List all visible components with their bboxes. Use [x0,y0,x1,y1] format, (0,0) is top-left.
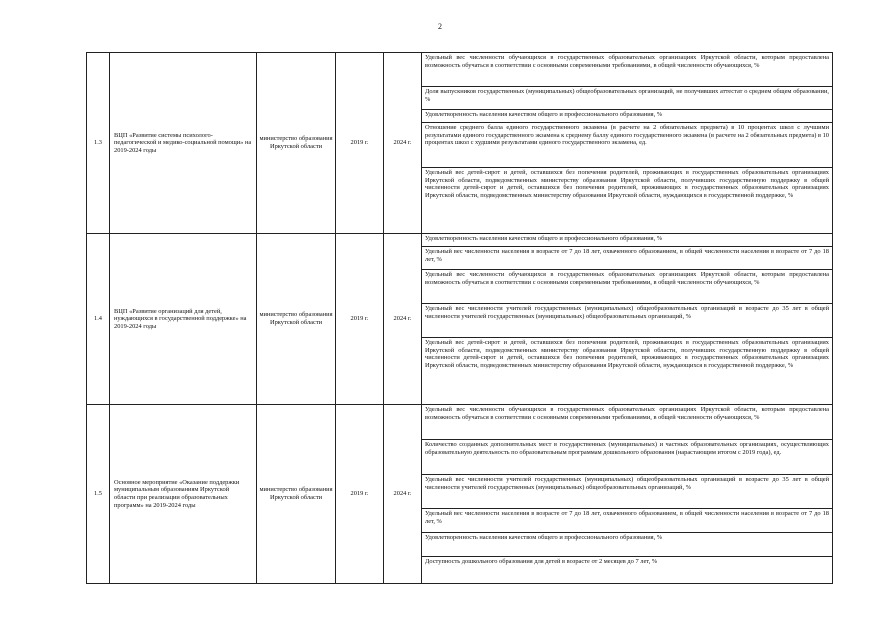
executor: министерство образования Иркутской области [257,234,336,405]
indicators-cell [422,405,833,584]
indicators-cell [422,53,833,234]
indicator-item: Удельный вес численности населения в возрасте от 7 до 18 лет, охваченного образованием, в общей численности населения в возрасте от 7 до 18 лет, % [422,247,832,270]
table-row [87,234,833,405]
end-year: 2024 г. [384,53,422,234]
program-name: Основное мероприятие «Оказание поддержки муниципальным образованиям Иркутской области при реализации образовательных программ» на 2019-2024 годы [110,405,257,584]
table-row [87,53,833,234]
start-year: 2019 г. [336,53,384,234]
indicator-item: Удельный вес численности обучающихся в государственных образовательных организациях Иркутской области, которым предоставлена возможность обучаться в соответствии с основными современными требованиями, в общей численности обучающихся, % [422,405,832,440]
page-number: 2 [438,22,442,31]
executor: министерство образования Иркутской области [257,405,336,584]
indicator-item: Удельный вес численности обучающихся в государственных образовательных организациях Иркутской области, которым предоставлена возможность обучаться в соответствии с основными современными требованиями, в общей численности обучающихся, % [422,53,832,87]
indicators-cell [422,234,833,405]
indicator-item: Удельный вес численности обучающихся в государственных образовательных организациях Иркутской области, которым предоставлена возможность обучаться в соответствии с основными современными требованиями, в общей численности обучающихся, % [422,270,832,304]
indicator-item: Удельный вес численности учителей государственных (муниципальных) общеобразовательных организаций в возрасте до 35 лет в общей численности учителей государственных (муниципальных) общеобразовательных организаций, % [422,304,832,338]
indicator-item: Доступность дошкольного образования для детей в возрасте от 2 месяцев до 7 лет, % [425,558,658,565]
row-number: 1.5 [87,405,110,584]
program-table [86,52,833,584]
start-year: 2019 г. [336,234,384,405]
end-year: 2024 г. [384,234,422,405]
indicator-item: Удельный вес детей-сирот и детей, оставшихся без попечения родителей, проживающих в государственных образовательных организациях Иркутской области, подведомственных министерству образования Иркутской области, получивших государственную поддержку в общей численности детей-сирот и детей, оставшихся без попечения родителей, проживающих в государственных образовательных организациях Иркутской области, подведомственных министерству образования Иркутской области, нуждающихся в государственной поддержке, % [425,339,829,369]
program-name: ВЦП «Развитие системы психолого-педагогической и медико-социальной помощи» на 2019-2024 годы [110,53,257,234]
executor: министерство образования Иркутской области [257,53,336,234]
table-row [87,405,833,584]
row-number: 1.3 [87,53,110,234]
indicator-item: Удельный вес детей-сирот и детей, оставшихся без попечения родителей, проживающих в государственных образовательных организациях Иркутской области, подведомственных министерству образования Иркутской области, получивших государственную поддержку в общей численности детей-сирот и детей, оставшихся без попечения родителей, проживающих в государственных образовательных организациях Иркутской области, подведомственных министерству образования Иркутской области, нуждающихся в государственной поддержке, % [425,169,829,199]
indicator-item: Удовлетворенность населения качеством общего и профессионального образования, % [422,533,832,557]
row-number: 1.4 [87,234,110,405]
start-year: 2019 г. [336,405,384,584]
indicator-item: Удельный вес численности учителей государственных (муниципальных) общеобразовательных организаций в возрасте до 35 лет в общей численности учителей государственных (муниципальных) общеобразовательных организаций, % [422,475,832,509]
indicator-item: Доля выпускников государственных (муниципальных) общеобразовательных организаций, не получивших аттестат о среднем общем образовании, % [422,87,832,110]
indicator-item: Удовлетворенность населения качеством общего и профессионального образования, % [422,110,832,123]
indicator-item: Отношение среднего балла единого государственного экзамена (в расчете на 2 обязательных предмета) в 10 процентах школ с лучшими результатами единого государственного экзамена к среднему баллу единого государственного экзамена (в расчете на 2 обязательных предмета) в 10 процентах школ с худшими результатами единого государственного экзамена, ед. [422,123,832,168]
indicator-item: Удельный вес численности населения в возрасте от 7 до 18 лет, охваченного образованием, в общей численности населения в возрасте от 7 до 18 лет, % [422,509,832,533]
program-name: ВЦП «Развитие организаций для детей, нуждающихся в государственной поддержке» на 2019-2024 годы [110,234,257,405]
indicator-item: Удовлетворенность населения качеством общего и профессионального образования, % [422,234,832,247]
end-year: 2024 г. [384,405,422,584]
indicator-item: Количество созданных дополнительных мест в государственных (муниципальных) и частных образовательных организациях, осуществляющих образовательную деятельность по образовательным программам дошкольного образования (нарастающим итогом с 2019 года), ед. [422,440,832,475]
